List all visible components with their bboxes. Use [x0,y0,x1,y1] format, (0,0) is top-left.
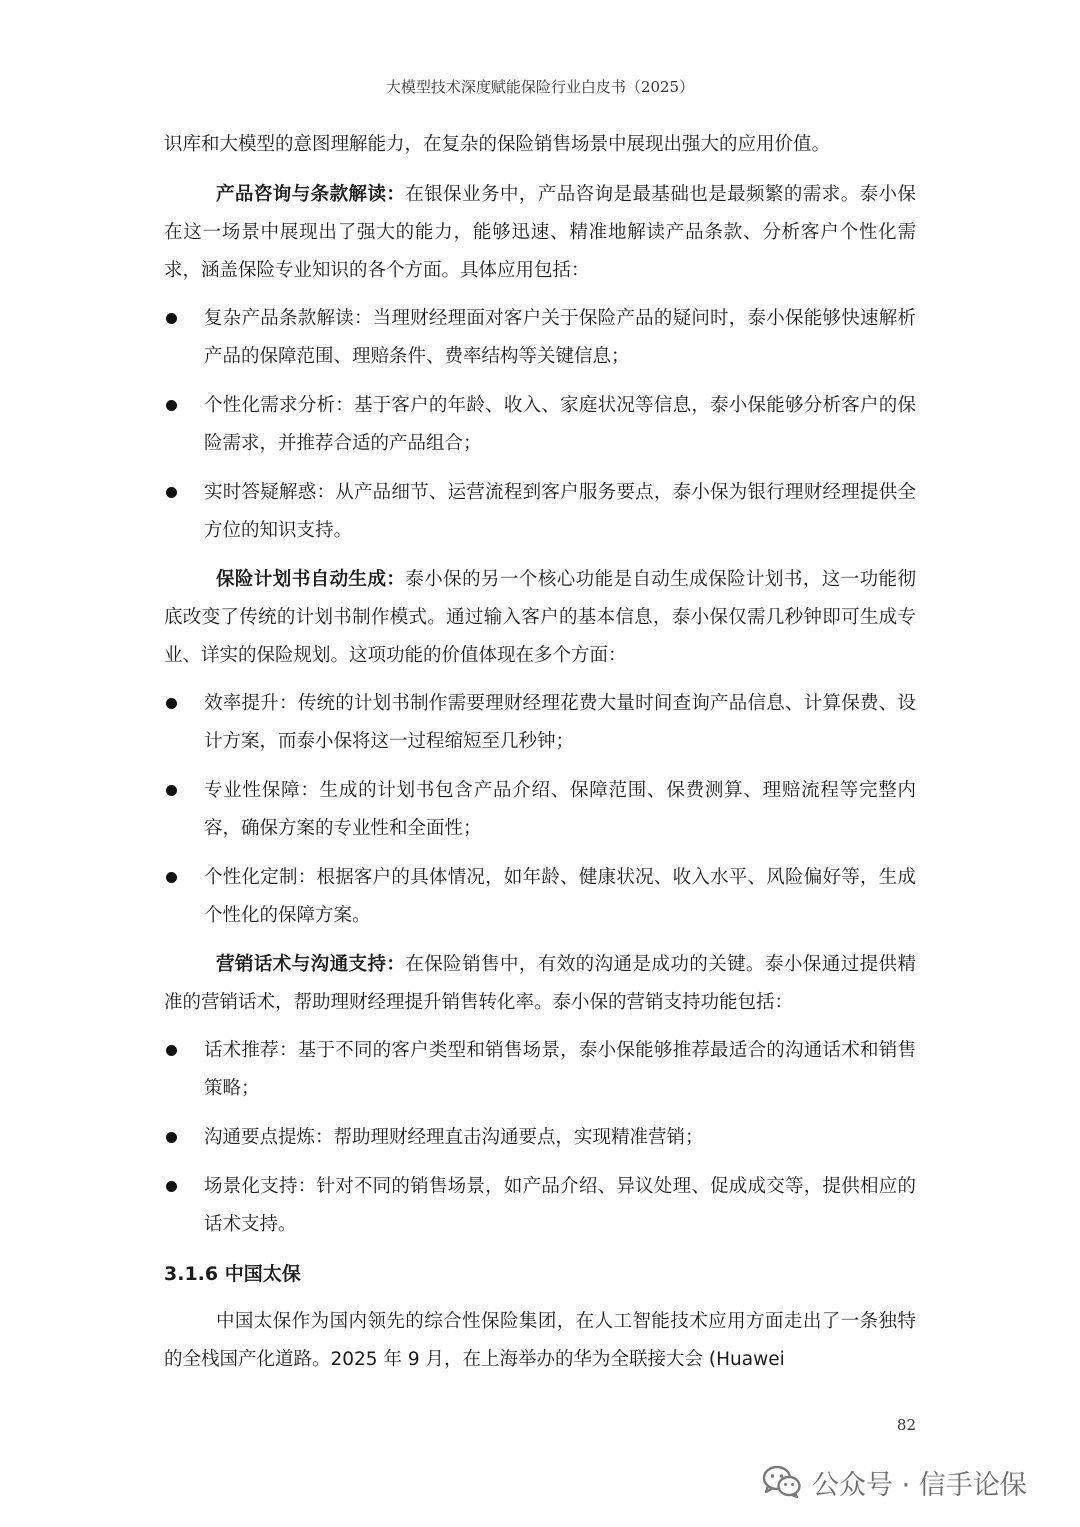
page-number: 82 [896,1416,916,1434]
paragraph: 营销话术与沟通支持：在保险销售中，有效的沟通是成功的关键。泰小保通过提供精准的营销话术，帮助理财经理提升销售转化率。泰小保的营销支持功能包括： [164,954,916,1013]
bullet-icon [166,1045,177,1056]
bullet-icon [166,1181,177,1192]
section-heading: 3.1.6 中国太保 [164,1263,301,1285]
list-item: 复杂产品条款解读：当理财经理面对客户关于保险产品的疑问时，泰小保能够快速解析产品的保障范围、理赔条件、费率结构等关键信息； [164,300,916,376]
bullet-icon [166,313,177,324]
paragraph: 产品咨询与条款解读：在银保业务中，产品咨询是最基础也是最频繁的需求。泰小保在这一场景中展现出了强大的能力，能够迅速、精准地解读产品条款、分析客户个性化需求，涵盖保险专业知识的各个方面。具体应用包括： [164,184,916,281]
running-header: 大模型技术深度赋能保险行业白皮书（2025） [385,78,695,96]
paragraph: 保险计划书自动生成：泰小保的另一个核心功能是自动生成保险计划书，这一功能彻底改变了传统的计划书制作模式。通过输入客户的基本信息，泰小保仅需几秒钟即可生成专业、详实的保险规划。这项功能的价值体现在多个方面： [164,569,916,666]
page-body [164,126,916,1389]
paragraph-lead: 产品咨询与条款解读： [216,184,406,205]
list-item: 个性化需求分析：基于客户的年龄、收入、家庭状况等信息，泰小保能够分析客户的保险需求，并推荐合适的产品组合； [164,387,916,463]
bullet-icon [166,1132,177,1143]
list-item: 场景化支持：针对不同的销售场景，如产品介绍、异议处理、促成成交等，提供相应的话术支持。 [164,1168,916,1244]
list-item: 话术推荐：基于不同的客户类型和销售场景，泰小保能够推荐最适合的沟通话术和销售策略； [164,1032,916,1108]
paragraph: 识库和大模型的意图理解能力，在复杂的保险销售场景中展现出强大的应用价值。 [164,134,831,155]
bullet-icon [166,698,177,709]
list-item: 实时答疑解惑：从产品细节、运营流程到客户服务要点，泰小保为银行理财经理提供全方位的知识支持。 [164,474,916,550]
bullet-icon [166,872,177,883]
paragraph-lead: 保险计划书自动生成： [216,569,406,590]
wechat-icon [762,1465,802,1499]
list-item: 效率提升：传统的计划书制作需要理财经理花费大量时间查询产品信息、计算保费、设计方案，而泰小保将这一过程缩短至几秒钟； [164,685,916,761]
watermark-text: 公众号 · 信手论保 [812,1469,1027,1501]
bullet-icon [166,487,177,498]
paragraph: 中国太保作为国内领先的综合性保险集团，在人工智能技术应用方面走出了一条独特的全栈国产化道路。2025 年 9 月，在上海举办的华为全联接大会 (Huawei [164,1311,916,1370]
list-item: 沟通要点提炼：帮助理财经理直击沟通要点，实现精准营销； [164,1119,916,1157]
list-item: 个性化定制：根据客户的具体情况，如年龄、健康状况、收入水平、风险偏好等，生成个性化的保障方案。 [164,859,916,935]
paragraph-lead: 营销话术与沟通支持： [216,954,406,975]
watermark [762,1458,1027,1506]
bullet-icon [166,785,177,796]
bullet-icon [166,400,177,411]
list-item: 专业性保障：生成的计划书包含产品介绍、保障范围、保费测算、理赔流程等完整内容，确保方案的专业性和全面性； [164,772,916,848]
